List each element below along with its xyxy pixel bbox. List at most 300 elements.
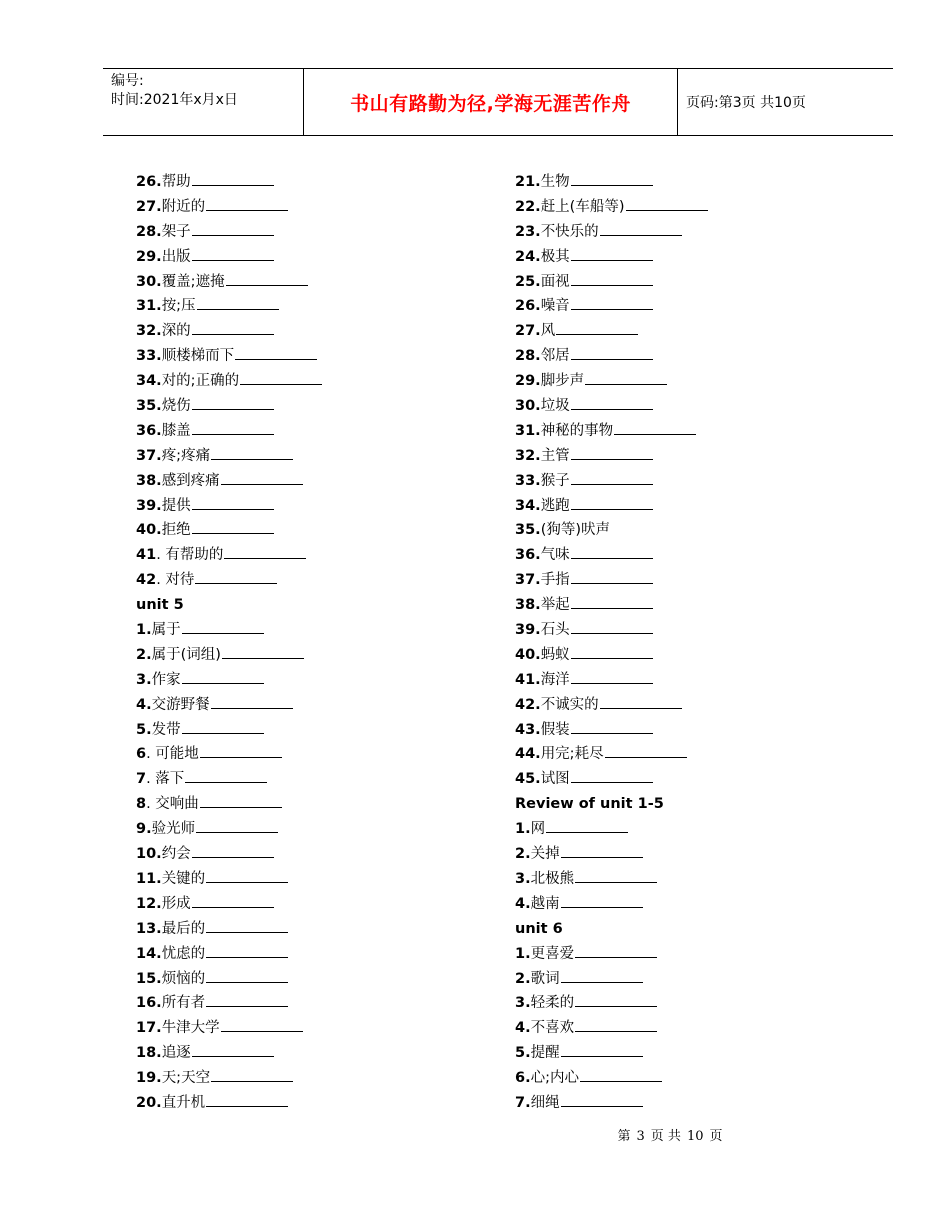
item-text: . 对待: [156, 572, 195, 589]
item-text: 拒绝: [161, 522, 191, 539]
time-label: 时间:2021年x月x日: [111, 92, 238, 108]
item-number: 15.: [136, 970, 162, 987]
item-number: 32.: [136, 323, 162, 340]
item-text: 感到疼痛: [161, 472, 220, 489]
item-number: 34.: [136, 373, 162, 390]
answer-blank[interactable]: [224, 544, 306, 559]
item-number: 3.: [515, 995, 531, 1012]
answer-blank[interactable]: [626, 196, 708, 211]
item-number: 30.: [515, 398, 541, 415]
vocab-item: [136, 319, 476, 344]
item-number: 33.: [515, 472, 541, 489]
vocab-item: [515, 444, 855, 469]
vocab-item: [136, 991, 476, 1016]
item-text: 脚步声: [540, 373, 585, 390]
item-text: 帮助: [161, 174, 191, 190]
vocab-item: [136, 270, 476, 295]
item-text: 主管: [540, 447, 570, 464]
item-text: 属于: [151, 622, 181, 639]
vocab-item: [515, 867, 855, 892]
item-number: 3.: [136, 671, 152, 688]
answer-blank[interactable]: [571, 345, 653, 360]
vocab-item: [136, 693, 476, 718]
item-number: 6: [136, 746, 147, 763]
item-number: 40.: [515, 646, 541, 663]
answer-blank[interactable]: [561, 1042, 643, 1057]
section-heading: unit 6: [515, 920, 563, 937]
page-footer: [0, 1125, 950, 1144]
answer-blank[interactable]: [571, 669, 653, 684]
item-text: 疼;疼痛: [161, 447, 211, 464]
item-number: 26.: [515, 298, 541, 315]
answer-blank[interactable]: [192, 171, 274, 186]
item-text: 顺楼梯而下: [161, 348, 235, 365]
answer-blank[interactable]: [182, 719, 264, 734]
item-number: 31.: [515, 422, 541, 439]
item-text: 试图: [540, 771, 570, 788]
item-number: 26.: [136, 174, 162, 190]
vocab-item: [136, 742, 476, 767]
answer-blank[interactable]: [600, 694, 682, 709]
vocab-item: [515, 568, 855, 593]
answer-blank[interactable]: [211, 694, 293, 709]
answer-blank[interactable]: [571, 445, 653, 460]
vocab-item: [136, 419, 476, 444]
answer-blank[interactable]: [575, 868, 657, 883]
vocab-item: [515, 967, 855, 992]
answer-blank[interactable]: [221, 1017, 303, 1032]
item-number: 43.: [515, 721, 541, 738]
vocab-item: [515, 270, 855, 295]
item-number: 27.: [136, 198, 162, 215]
vocab-item: [136, 170, 476, 195]
footer-page: 3: [636, 1129, 645, 1144]
item-number: 7.: [515, 1094, 531, 1111]
item-number: 2.: [515, 970, 531, 987]
item-number: 4.: [515, 1020, 531, 1037]
item-number: 28.: [136, 223, 162, 240]
vocab-item: [136, 220, 476, 245]
answer-blank[interactable]: [571, 171, 653, 186]
vocab-item: [136, 867, 476, 892]
vocab-item: [136, 518, 476, 543]
vocab-item: [515, 1066, 855, 1091]
item-text: 所有者: [161, 995, 206, 1012]
item-number: 37.: [515, 572, 541, 589]
item-number: 34.: [515, 497, 541, 514]
answer-blank[interactable]: [195, 569, 277, 584]
vocab-item: [515, 668, 855, 693]
vocab-item: [515, 195, 855, 220]
answer-blank[interactable]: [206, 196, 288, 211]
item-text: 提供: [161, 497, 191, 514]
answer-blank[interactable]: [192, 495, 274, 510]
item-number: 29.: [136, 248, 162, 265]
answer-blank[interactable]: [571, 544, 653, 559]
vocab-item: [515, 643, 855, 668]
answer-blank[interactable]: [192, 320, 274, 335]
answer-blank[interactable]: [221, 470, 303, 485]
answer-blank[interactable]: [206, 1092, 288, 1107]
item-text: 发带: [151, 721, 181, 738]
item-text: 关键的: [161, 870, 206, 887]
item-text: . 有帮助的: [156, 547, 224, 564]
item-text: 作家: [151, 671, 181, 688]
item-text: 烧伤: [161, 398, 191, 415]
vocab-item: [515, 817, 855, 842]
vocab-item: [515, 294, 855, 319]
footer-total: 10: [686, 1129, 704, 1144]
answer-blank[interactable]: [192, 246, 274, 261]
vocab-item: [136, 967, 476, 992]
item-text: 生物: [540, 174, 570, 190]
item-number: 42.: [515, 696, 541, 713]
header-divider: [677, 69, 678, 135]
item-text: 验光师: [151, 821, 196, 838]
item-text: (狗等)吠声: [540, 522, 611, 539]
answer-blank[interactable]: [192, 420, 274, 435]
footer-suffix: 页: [709, 1129, 723, 1144]
item-number: 38.: [515, 597, 541, 614]
vocab-item: [515, 518, 855, 543]
vocab-item: [515, 220, 855, 245]
left-column: [136, 170, 476, 1116]
item-number: 36.: [515, 547, 541, 564]
item-text: 架子: [161, 223, 191, 240]
answer-blank[interactable]: [240, 370, 322, 385]
item-text: 猴子: [540, 472, 570, 489]
answer-blank[interactable]: [605, 743, 687, 758]
item-text: 面视: [540, 273, 570, 290]
vocab-item: [515, 1041, 855, 1066]
item-text: 举起: [540, 597, 570, 614]
item-number: 27.: [515, 323, 541, 340]
item-number: 35.: [515, 522, 541, 539]
item-text: 不快乐的: [540, 223, 599, 240]
answer-blank[interactable]: [575, 943, 657, 958]
item-text: 歌词: [530, 970, 560, 987]
vocab-item: [136, 618, 476, 643]
footer-mid: 页 共: [650, 1129, 681, 1144]
answer-blank[interactable]: [571, 470, 653, 485]
answer-blank[interactable]: [222, 644, 304, 659]
item-number: 23.: [515, 223, 541, 240]
item-number: 6.: [515, 1070, 531, 1087]
item-number: 21.: [515, 174, 541, 190]
item-text: 越南: [530, 895, 560, 912]
header-page-label: 页码:第3页 共10页: [686, 95, 806, 111]
vocab-item: [515, 170, 855, 195]
item-number: 42: [136, 572, 157, 589]
answer-blank[interactable]: [556, 320, 638, 335]
answer-blank[interactable]: [600, 221, 682, 236]
answer-blank[interactable]: [571, 569, 653, 584]
item-text: 直升机: [161, 1094, 206, 1111]
answer-blank[interactable]: [571, 395, 653, 410]
item-text: 轻柔的: [530, 995, 575, 1012]
vocab-item: [136, 1091, 476, 1116]
item-number: 18.: [136, 1045, 162, 1062]
item-text: 出版: [161, 248, 191, 265]
vocab-item: [515, 742, 855, 767]
answer-blank[interactable]: [192, 395, 274, 410]
answer-blank[interactable]: [206, 968, 288, 983]
item-number: 29.: [515, 373, 541, 390]
vocab-item: [515, 369, 855, 394]
item-number: 16.: [136, 995, 162, 1012]
answer-blank[interactable]: [206, 943, 288, 958]
item-number: 7: [136, 771, 147, 788]
vocab-item: [136, 344, 476, 369]
item-text: 对的;正确的: [161, 373, 240, 390]
vocab-item: [515, 394, 855, 419]
item-text: 气味: [540, 547, 570, 564]
item-text: 交游野餐: [151, 696, 210, 713]
vocab-item: [136, 842, 476, 867]
answer-blank[interactable]: [571, 295, 653, 310]
answer-blank[interactable]: [571, 619, 653, 634]
answer-blank[interactable]: [197, 295, 279, 310]
answer-blank[interactable]: [206, 992, 288, 1007]
vocab-item: [515, 1091, 855, 1116]
item-number: 41: [136, 547, 157, 564]
answer-blank[interactable]: [182, 669, 264, 684]
item-number: 39.: [136, 497, 162, 514]
answer-blank[interactable]: [192, 1042, 274, 1057]
answer-blank[interactable]: [211, 1067, 293, 1082]
item-number: 14.: [136, 945, 162, 962]
answer-blank[interactable]: [571, 768, 653, 783]
item-number: 40.: [136, 522, 162, 539]
item-number: 11.: [136, 870, 162, 887]
vocab-item: [136, 892, 476, 917]
answer-blank[interactable]: [192, 893, 274, 908]
answer-blank[interactable]: [571, 719, 653, 734]
item-text: 石头: [540, 622, 570, 639]
item-text: 深的: [161, 323, 191, 340]
vocab-item: [515, 693, 855, 718]
answer-blank[interactable]: [200, 743, 282, 758]
item-text: 不诚实的: [540, 696, 599, 713]
vocab-item: [515, 319, 855, 344]
answer-blank[interactable]: [561, 893, 643, 908]
item-text: 心;内心: [530, 1070, 579, 1087]
answer-blank[interactable]: [575, 992, 657, 1007]
answer-blank[interactable]: [235, 345, 317, 360]
vocab-item: [136, 817, 476, 842]
answer-blank[interactable]: [585, 370, 667, 385]
item-text: 细绳: [530, 1094, 560, 1111]
item-text: 不喜欢: [530, 1020, 575, 1037]
vocab-item: [515, 767, 855, 792]
item-text: . 落下: [146, 771, 185, 788]
item-text: . 可能地: [146, 746, 199, 763]
item-text: 附近的: [161, 198, 206, 215]
answer-blank[interactable]: [206, 868, 288, 883]
vocab-item: [136, 394, 476, 419]
answer-blank[interactable]: [226, 271, 308, 286]
vocab-item: [136, 469, 476, 494]
item-number: 1.: [136, 622, 152, 639]
answer-blank[interactable]: [200, 793, 282, 808]
answer-blank[interactable]: [192, 519, 274, 534]
vocab-item: [136, 1016, 476, 1041]
answer-blank[interactable]: [614, 420, 696, 435]
answer-blank[interactable]: [192, 843, 274, 858]
item-text: 形成: [161, 895, 191, 912]
item-number: 28.: [515, 348, 541, 365]
item-number: 4.: [515, 895, 531, 912]
item-text: 提醒: [530, 1045, 560, 1062]
vocab-item: [136, 543, 476, 568]
vocab-item: [515, 842, 855, 867]
item-text: 烦恼的: [161, 970, 206, 987]
item-number: 20.: [136, 1094, 162, 1111]
item-text: 噪音: [540, 298, 570, 315]
item-number: 39.: [515, 622, 541, 639]
item-text: 忧虑的: [161, 945, 206, 962]
item-number: 1.: [515, 821, 531, 838]
answer-blank[interactable]: [182, 619, 264, 634]
vocab-item: [136, 444, 476, 469]
item-number: 32.: [515, 447, 541, 464]
vocab-item: [515, 543, 855, 568]
item-number: 2.: [515, 846, 531, 863]
vocab-item: [136, 1041, 476, 1066]
item-text: 手指: [540, 572, 570, 589]
vocab-item: [515, 494, 855, 519]
item-text: 垃圾: [540, 398, 570, 415]
item-number: 12.: [136, 895, 162, 912]
item-number: 5.: [136, 721, 152, 738]
item-number: 22.: [515, 198, 541, 215]
item-number: 38.: [136, 472, 162, 489]
item-number: 31.: [136, 298, 162, 315]
item-number: 1.: [515, 945, 531, 962]
item-text: 最后的: [161, 920, 206, 937]
item-number: 35.: [136, 398, 162, 415]
item-text: 用完;耗尽: [540, 746, 604, 763]
answer-blank[interactable]: [546, 818, 628, 833]
item-text: 极其: [540, 248, 570, 265]
vocab-item: [136, 294, 476, 319]
page-header: [103, 68, 893, 136]
item-text: 覆盖;遮掩: [161, 273, 225, 290]
item-text: 属于(词组): [151, 646, 221, 663]
vocab-item: [515, 991, 855, 1016]
item-text: 假装: [540, 721, 570, 738]
item-number: 36.: [136, 422, 162, 439]
vocab-item: [515, 718, 855, 743]
item-text: 赶上(车船等): [540, 198, 625, 215]
item-number: 17.: [136, 1020, 162, 1037]
item-number: 8: [136, 796, 147, 813]
section-heading: unit 5: [136, 597, 184, 614]
item-text: 更喜爱: [530, 945, 575, 962]
answer-blank[interactable]: [192, 221, 274, 236]
item-number: 41.: [515, 671, 541, 688]
item-number: 45.: [515, 771, 541, 788]
item-text: 海洋: [540, 671, 570, 688]
vocab-item: [515, 618, 855, 643]
item-text: 逃跑: [540, 497, 570, 514]
answer-blank[interactable]: [571, 644, 653, 659]
item-number: 33.: [136, 348, 162, 365]
answer-blank[interactable]: [571, 594, 653, 609]
right-column: [515, 170, 855, 1116]
item-text: 关掉: [530, 846, 560, 863]
item-text: 追逐: [161, 1045, 191, 1062]
item-number: 2.: [136, 646, 152, 663]
vocab-item: [136, 767, 476, 792]
vocab-item: [515, 469, 855, 494]
item-text: 蚂蚁: [540, 646, 570, 663]
item-number: 44.: [515, 746, 541, 763]
answer-blank[interactable]: [575, 1017, 657, 1032]
vocab-item: [136, 245, 476, 270]
item-text: 北极熊: [530, 870, 575, 887]
item-text: . 交响曲: [146, 796, 199, 813]
item-text: 约会: [161, 846, 191, 863]
vocab-item: [136, 718, 476, 743]
answer-blank[interactable]: [580, 1067, 662, 1082]
item-text: 邻居: [540, 348, 570, 365]
vocab-item: [136, 1066, 476, 1091]
item-text: 风: [540, 323, 556, 340]
vocab-item: [515, 1016, 855, 1041]
answer-blank[interactable]: [561, 968, 643, 983]
answer-blank[interactable]: [561, 843, 643, 858]
item-number: 24.: [515, 248, 541, 265]
answer-blank[interactable]: [211, 445, 293, 460]
item-number: 10.: [136, 846, 162, 863]
section-heading: Review of unit 1-5: [515, 796, 664, 813]
item-number: 5.: [515, 1045, 531, 1062]
answer-blank[interactable]: [571, 271, 653, 286]
answer-blank[interactable]: [561, 1092, 643, 1107]
item-number: 37.: [136, 447, 162, 464]
item-number: 30.: [136, 273, 162, 290]
vocab-item: [515, 892, 855, 917]
vocab-item: [136, 195, 476, 220]
header-motto: 书山有路勤为径,学海无涯苦作舟: [350, 92, 631, 115]
vocab-item: [136, 494, 476, 519]
item-text: 神秘的事物: [540, 422, 614, 439]
vocab-item: [136, 668, 476, 693]
item-text: 牛津大学: [161, 1020, 220, 1037]
item-text: 按;压: [161, 298, 196, 315]
footer-prefix: 第: [617, 1129, 631, 1144]
item-number: 4.: [136, 696, 152, 713]
vocab-item: [515, 942, 855, 967]
item-text: 膝盖: [161, 422, 191, 439]
item-number: 3.: [515, 870, 531, 887]
item-text: 网: [530, 821, 546, 838]
vocab-item: [515, 419, 855, 444]
answer-blank[interactable]: [185, 768, 267, 783]
vocab-item: [136, 568, 476, 593]
item-text: 天;天空: [161, 1070, 211, 1087]
answer-blank[interactable]: [206, 918, 288, 933]
vocab-item: [136, 369, 476, 394]
item-number: 13.: [136, 920, 162, 937]
vocab-item: [136, 792, 476, 817]
answer-blank[interactable]: [571, 246, 653, 261]
vocab-item: [136, 643, 476, 668]
answer-blank[interactable]: [196, 818, 278, 833]
answer-blank[interactable]: [571, 495, 653, 510]
item-number: 25.: [515, 273, 541, 290]
